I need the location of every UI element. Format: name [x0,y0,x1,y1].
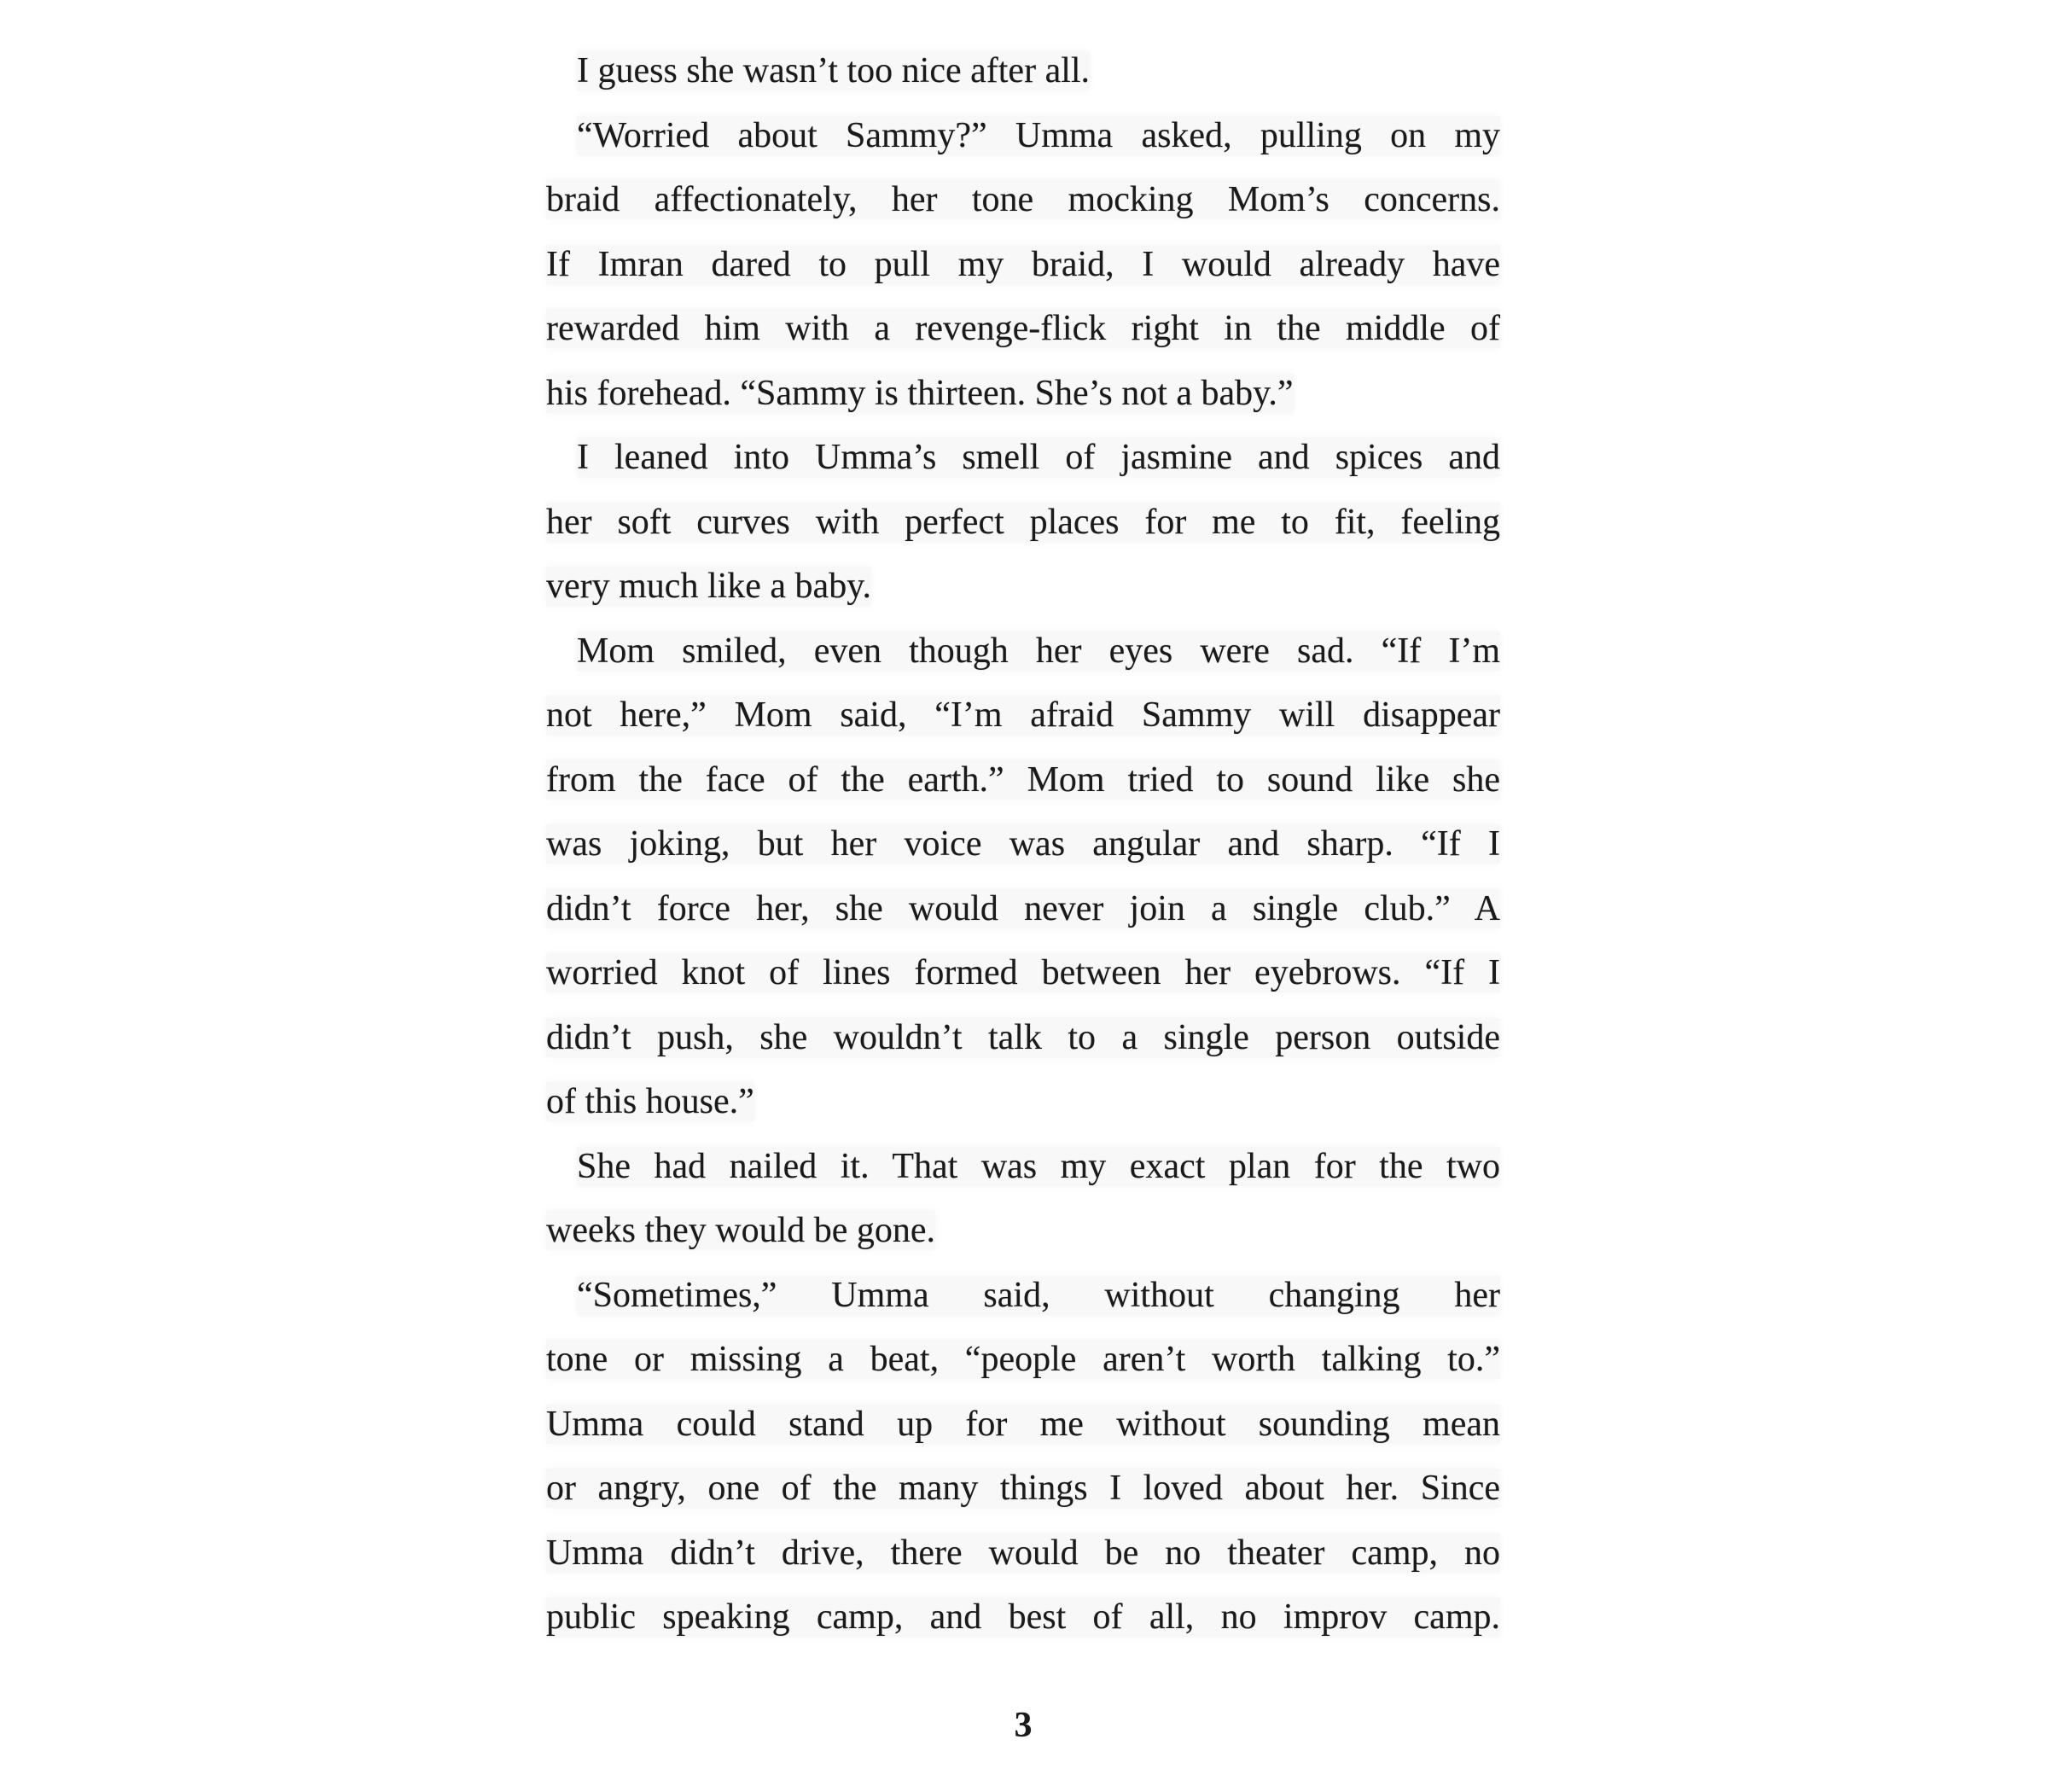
line-text: tone or missing a beat, “people aren’t worth talking to.” [546,1340,1500,1379]
text-line [546,233,1500,298]
text-line [546,941,1500,1006]
text-line [546,362,1500,427]
text-line [546,1199,1500,1264]
line-text: weeks they would be gone. [546,1211,936,1250]
line-text: very much like a baby. [546,567,871,606]
text-line [546,1393,1500,1457]
line-text: from the face of the earth.” Mom tried to sound like she [546,759,1500,800]
line-text: Umma could stand up for me without sounding mean [546,1404,1500,1444]
text-line [546,1521,1500,1586]
line-text: She had nailed it. That was my exact plan for the two [577,1146,1500,1186]
paragraph [546,104,1500,427]
paragraph [546,1264,1500,1650]
paragraph [546,620,1500,1135]
text-line [546,297,1500,362]
text-line [546,555,1500,620]
text-line [546,1135,1500,1200]
text-line [546,491,1500,556]
text-line [546,1070,1500,1135]
text-line [546,1457,1500,1521]
text-line [546,426,1500,491]
page-number: 3 [1014,1706,1033,1745]
line-text: public speaking camp, and best of all, no improv camp. [546,1597,1500,1637]
line-text: not here,” Mom said, “I’m afraid Sammy will disappear [546,695,1500,735]
text-line [546,812,1500,877]
line-text: If Imran dared to pull my braid, I would already have [546,244,1500,284]
line-text: rewarded him with a revenge-flick right in the middle of [546,309,1500,348]
line-text: her soft curves with perfect places for me to fit, feeling [546,502,1500,542]
line-text: “Sometimes,” Umma said, without changing her [577,1275,1500,1315]
text-line [546,1328,1500,1393]
line-text: Umma didn’t drive, there would be no theater camp, no [546,1533,1500,1573]
text-line [546,39,1500,104]
paragraph [546,426,1500,620]
text-line [546,877,1500,942]
line-text: I guess she wasn’t too nice after all. [577,51,1091,90]
line-text: of this house.” [546,1082,754,1121]
line-text: didn’t push, she wouldn’t talk to a single person outside [546,1017,1500,1057]
paragraph [546,39,1500,104]
text-line [546,620,1500,684]
line-text: worried knot of lines formed between her eyebrows. “If I [546,953,1500,992]
line-text: or angry, one of the many things I loved about her. Since [546,1469,1500,1508]
line-text: his forehead. “Sammy is thirteen. She’s not a baby.” [546,373,1294,413]
text-line [546,168,1500,233]
text-line [546,1264,1500,1329]
line-text: was joking, but her voice was angular and sharp. “If I [546,824,1500,864]
text-line [546,684,1500,748]
line-text: “Worried about Sammy?” Umma asked, pulling on my [577,115,1500,155]
line-text: I leaned into Umma’s smell of jasmine and spices and [577,438,1500,477]
text-line [546,1585,1500,1650]
page-text [546,39,1500,1650]
line-text: Mom smiled, even though her eyes were sad. “If I’m [577,631,1500,671]
text-line [546,748,1500,813]
text-line [546,104,1500,169]
line-text: braid affectionately, her tone mocking Mom’s concerns. [546,180,1500,219]
text-line [546,1006,1500,1071]
paragraph [546,1135,1500,1264]
line-text: didn’t force her, she would never join a single club.” A [546,888,1500,928]
